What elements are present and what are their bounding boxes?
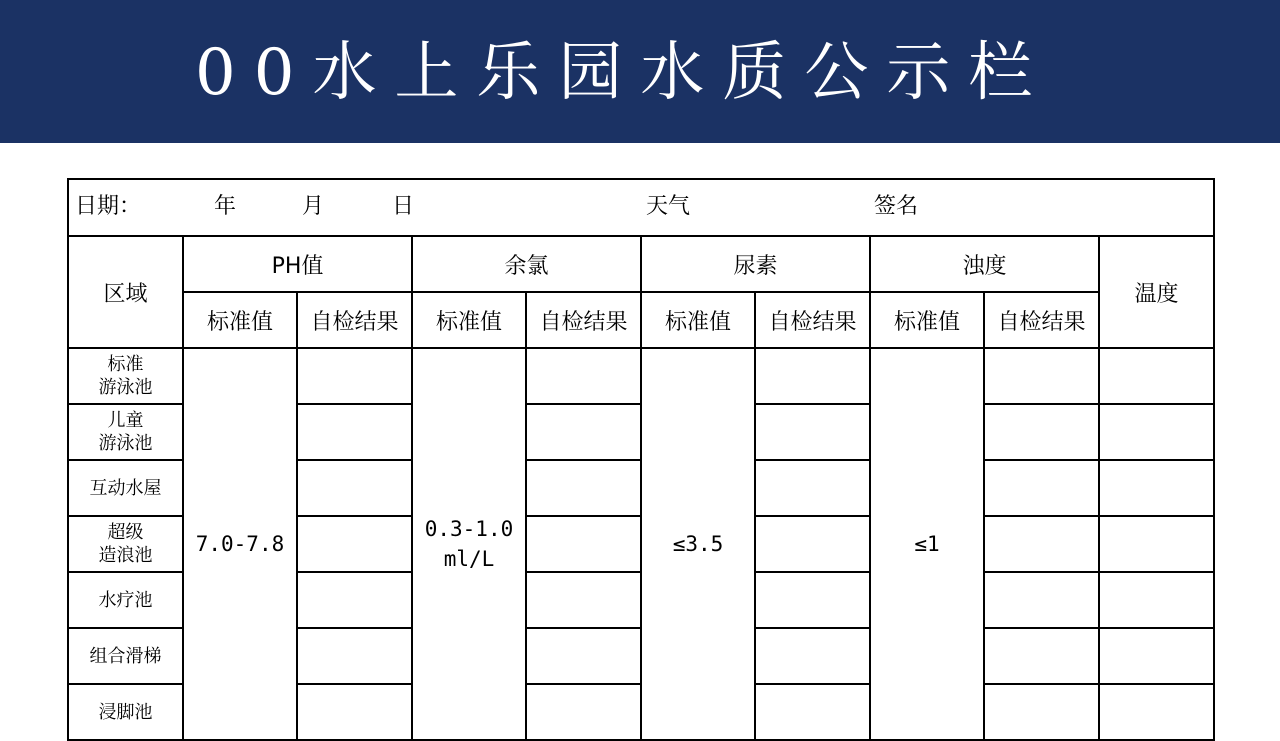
ph-standard-header: 标准值 xyxy=(183,292,297,348)
year-label: 年 xyxy=(214,194,237,219)
turbidity-result-cell xyxy=(984,572,1099,628)
month-label: 月 xyxy=(302,194,325,219)
temperature-cell xyxy=(1099,460,1214,516)
subheader-row xyxy=(68,292,1214,348)
chlorine-result-cell xyxy=(526,460,641,516)
date-label: 日期： xyxy=(75,194,142,219)
area-name: 标准 游泳池 xyxy=(68,348,183,404)
urea-header: 尿素 xyxy=(641,236,870,292)
header-banner xyxy=(0,0,1280,143)
urea-standard-header: 标准值 xyxy=(641,292,755,348)
area-header: 区域 xyxy=(68,236,183,348)
chlorine-standard-value: 0.3-1.0 ml/L xyxy=(412,348,526,740)
turbidity-standard-value: ≤1 xyxy=(870,348,984,740)
chlorine-result-cell xyxy=(526,404,641,460)
signature-label: 签名 xyxy=(874,194,919,219)
ph-result-cell xyxy=(297,684,412,740)
ph-result-cell xyxy=(297,628,412,684)
chlorine-result-cell xyxy=(526,348,641,404)
water-quality-table xyxy=(67,178,1215,741)
urea-standard-value: ≤3.5 xyxy=(641,348,755,740)
urea-result-cell xyxy=(755,460,870,516)
urea-result-cell xyxy=(755,348,870,404)
ph-result-cell xyxy=(297,348,412,404)
temperature-cell xyxy=(1099,516,1214,572)
ph-result-cell xyxy=(297,572,412,628)
chlorine-result-cell xyxy=(526,572,641,628)
ph-result-cell xyxy=(297,460,412,516)
weather-label: 天气 xyxy=(646,194,691,219)
chlorine-result-cell xyxy=(526,516,641,572)
urea-result-cell xyxy=(755,684,870,740)
date-row xyxy=(68,179,1214,236)
area-name: 浸脚池 xyxy=(68,684,183,740)
chlorine-selfcheck-header: 自检结果 xyxy=(526,292,641,348)
area-name: 互动水屋 xyxy=(68,460,183,516)
turbidity-result-cell xyxy=(984,348,1099,404)
header-row xyxy=(68,236,1214,292)
turbidity-result-cell xyxy=(984,628,1099,684)
temperature-cell xyxy=(1099,404,1214,460)
urea-result-cell xyxy=(755,404,870,460)
turbidity-result-cell xyxy=(984,516,1099,572)
turbidity-standard-header: 标准值 xyxy=(870,292,984,348)
ph-selfcheck-header: 自检结果 xyxy=(297,292,412,348)
area-name: 儿童 游泳池 xyxy=(68,404,183,460)
ph-result-cell xyxy=(297,516,412,572)
page-title: 00水上乐园水质公示栏 xyxy=(195,36,1051,110)
ph-header: PH值 xyxy=(183,236,412,292)
ph-result-cell xyxy=(297,404,412,460)
area-name: 超级 造浪池 xyxy=(68,516,183,572)
chlorine-result-cell xyxy=(526,684,641,740)
urea-result-cell xyxy=(755,628,870,684)
urea-result-cell xyxy=(755,572,870,628)
turbidity-result-cell xyxy=(984,460,1099,516)
temperature-cell xyxy=(1099,348,1214,404)
turbidity-selfcheck-header: 自检结果 xyxy=(984,292,1099,348)
temperature-cell xyxy=(1099,684,1214,740)
turbidity-result-cell xyxy=(984,684,1099,740)
temperature-cell xyxy=(1099,572,1214,628)
urea-result-cell xyxy=(755,516,870,572)
temperature-cell xyxy=(1099,628,1214,684)
chlorine-header: 余氯 xyxy=(412,236,641,292)
day-label: 日 xyxy=(392,194,415,219)
chlorine-standard-header: 标准值 xyxy=(412,292,526,348)
turbidity-result-cell xyxy=(984,404,1099,460)
area-name: 水疗池 xyxy=(68,572,183,628)
table-row xyxy=(68,348,1214,404)
urea-selfcheck-header: 自检结果 xyxy=(755,292,870,348)
ph-standard-value: 7.0-7.8 xyxy=(183,348,297,740)
temperature-header: 温度 xyxy=(1099,236,1214,348)
turbidity-header: 浊度 xyxy=(870,236,1099,292)
chlorine-result-cell xyxy=(526,628,641,684)
area-name: 组合滑梯 xyxy=(68,628,183,684)
